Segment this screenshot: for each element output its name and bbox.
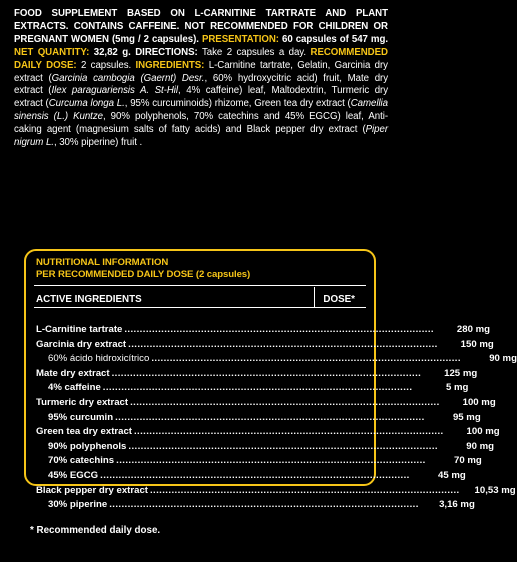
row-leader-dots: ..................................................................................................... <box>116 455 426 467</box>
ingredients-latin-3: Curcuma longa L. <box>48 98 125 110</box>
directions-value: Take 2 capsules a day. <box>197 46 311 58</box>
row-leader-dots: ..................................................................................................... <box>109 499 419 511</box>
row-value: 150 mg <box>460 338 494 350</box>
row-leader-dots: ..................................................................................................... <box>111 367 422 379</box>
table-row <box>36 411 481 427</box>
row-name: Green tea dry extract <box>36 426 132 438</box>
row-value: 45 mg <box>438 469 466 481</box>
row-value: 280 mg <box>456 324 490 335</box>
row-name: Mate dry extract <box>36 367 110 379</box>
panel-title <box>36 257 250 280</box>
warning-text: FOOD SUPPLEMENT BASED ON L-CARNITINE TARTRATE AND PLANT EXTRACTS. CONTAINS CAFFEINE. NOT RECOMMENDED FOR CHILDREN OR PREGNANT WOMEN (5mg / 2 capsules). <box>14 8 388 45</box>
ingredients-latin-1: Garcinia cambogia (Gaernt) Desr. <box>51 72 205 84</box>
row-value: 10,53 mg <box>474 484 516 496</box>
row-value: 100 mg <box>462 396 496 408</box>
row-name: Black pepper dry extract <box>36 484 148 496</box>
table-row <box>36 396 496 412</box>
net-quantity-value: 32,82 g. <box>89 46 131 58</box>
label-intro-text <box>14 8 388 150</box>
table-row <box>36 367 478 383</box>
net-quantity-label: NET QUANTITY: <box>14 46 90 58</box>
row-name: 95% curcumin <box>48 411 114 423</box>
table-header <box>36 294 362 305</box>
ingredients-text-2: , 60% hydroxycitric acid) fruit, Mate dry extract ( <box>14 72 389 97</box>
row-leader-dots: ..................................................................................................... <box>149 484 460 496</box>
row-name: 60% ácido hidroxicítrico <box>48 353 150 365</box>
row-value: 70 mg <box>454 455 482 467</box>
row-name: 30% piperine <box>48 499 108 511</box>
ingredient-rows <box>36 324 517 514</box>
table-row <box>36 353 517 368</box>
table-row <box>36 382 469 397</box>
row-name: Turmeric dry extract <box>36 396 129 408</box>
table-row <box>36 338 494 354</box>
table-row <box>36 469 466 485</box>
row-leader-dots: ..................................................................................................... <box>128 338 438 350</box>
row-value: 95 mg <box>452 411 481 423</box>
column-header-ingredients: ACTIVE INGREDIENTS <box>36 294 142 305</box>
row-leader-dots: ..................................................................................................... <box>102 382 413 394</box>
table-row <box>36 484 516 500</box>
table-row <box>36 499 475 514</box>
table-row <box>36 324 490 339</box>
table-row <box>36 426 500 441</box>
table-row <box>36 440 494 456</box>
row-leader-dots: ..................................................................................................... <box>130 396 440 408</box>
row-leader-dots: ..................................................................................................... <box>100 469 410 481</box>
ingredients-label: INGREDIENTS: <box>135 59 205 71</box>
ingredients-latin-2: Ilex paraguariensis A. St-Hil <box>51 85 179 97</box>
header-bottom-rule <box>34 307 366 308</box>
table-row <box>36 455 482 470</box>
row-value: 90 mg <box>466 440 494 452</box>
row-name: 90% polyphenols <box>48 440 127 452</box>
row-leader-dots: ..................................................................................................... <box>133 426 444 438</box>
row-name: Garcinia dry extract <box>36 338 127 350</box>
row-name: 4% caffeine <box>48 382 101 394</box>
nutrition-panel <box>24 249 517 511</box>
ingredients-text-3: , 4% caffeine) leaf, Maltodextrin, Turmeric dry extract ( <box>14 85 389 110</box>
row-value: 100 mg <box>466 426 500 438</box>
row-value: 125 mg <box>444 367 478 379</box>
presentation-value: 60 capsules of 547 mg. <box>278 33 388 45</box>
ingredients-latin-4: Camellia sinensis (L.) Kuntze <box>14 98 388 123</box>
panel-title-line-2: PER RECOMMENDED DAILY DOSE (2 capsules) <box>36 268 251 280</box>
row-name: 45% EGCG <box>48 469 99 481</box>
row-leader-dots: ..................................................................................................... <box>151 353 461 365</box>
row-value: 3,16 mg <box>439 499 475 511</box>
directions-label: DIRECTIONS: <box>135 46 198 58</box>
recommended-dose-label: RECOMMENDED DAILY DOSE: <box>14 46 388 71</box>
row-leader-dots: ..................................................................................................... <box>115 411 425 423</box>
row-leader-dots: ..................................................................................................... <box>128 440 438 452</box>
footnote: * Recommended daily dose. <box>30 525 161 536</box>
presentation-label: PRESENTATION: <box>201 33 279 45</box>
ingredients-latin-5: Piper nigrum L. <box>14 124 388 149</box>
column-header-dose: DOSE* <box>323 294 355 305</box>
recommended-dose-value: 2 capsules. <box>76 59 136 71</box>
ingredients-text-4: , 95% curcuminoids) rhizome, Green tea dry extract ( <box>124 98 351 110</box>
row-name: L-Carnitine tartrate <box>36 324 123 335</box>
row-name: 70% catechins <box>48 455 115 467</box>
row-value: 90 mg <box>489 353 517 365</box>
ingredients-text-6: , 30% piperine) fruit . <box>53 137 143 149</box>
header-top-rule <box>34 285 366 286</box>
row-value: 5 mg <box>446 382 469 394</box>
panel-title-line-1: NUTRITIONAL INFORMATION <box>36 257 169 268</box>
ingredients-text-1: L-Carnitine tartrate, Gelatin, Garcinia dry extract ( <box>14 59 388 84</box>
ingredients-text-5: , 90% polyphenols, 70% catechins and 45% EGCG) leaf, Anti-caking agent (magnesium salts of fatty acids) and Black pepper dry extract ( <box>14 111 388 136</box>
row-leader-dots: ..................................................................................................... <box>124 324 434 335</box>
